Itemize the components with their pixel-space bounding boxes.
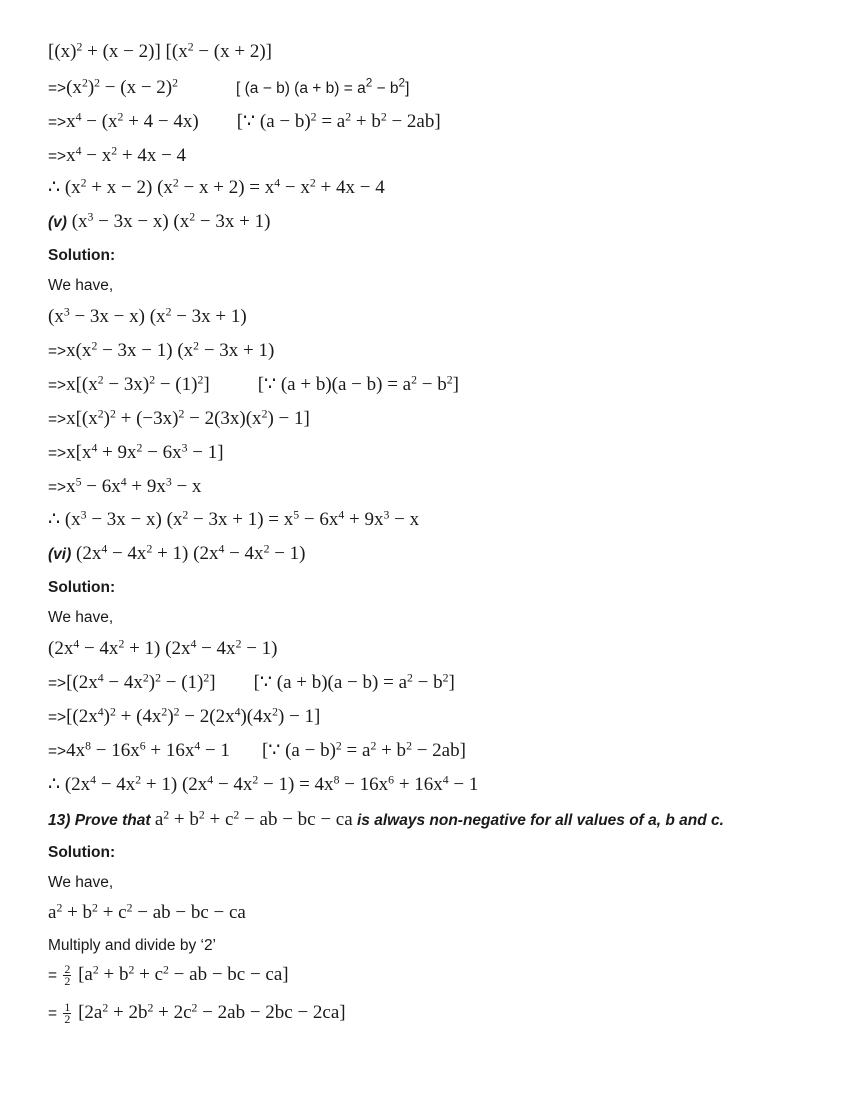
math-text: [a [73, 964, 93, 985]
math-line-24 [48, 808, 830, 833]
superscript: 2 [126, 901, 133, 915]
math-text: − 3x + 1) = x [188, 509, 294, 530]
math-text: − 4x [103, 672, 143, 693]
math-text: + 9x [344, 509, 384, 530]
math-text: [∵ (a + b)(a − b) = a [257, 374, 412, 395]
math-text: − 2ab − 2bc − 2ca] [197, 1002, 346, 1023]
solution-heading: Solution: [48, 579, 116, 596]
math-line-16 [48, 542, 830, 567]
math-text: ) [87, 77, 95, 98]
superscript: 4 [75, 144, 82, 158]
math-text: − 3x + 1) [195, 211, 271, 232]
math-line-19 [48, 637, 830, 661]
math-text: − (1) [160, 672, 204, 693]
superscript: 2 [161, 705, 168, 719]
math-text: − 1) [269, 543, 306, 564]
math-text: − b [412, 672, 443, 693]
math-text: − 4x [213, 774, 253, 795]
superscript: 4 [207, 773, 214, 787]
math-text: + 2b [108, 1002, 148, 1023]
math-text: ] [203, 374, 210, 395]
superscript: 2 [235, 637, 242, 651]
math-line-20 [48, 671, 830, 696]
label-text: => [48, 114, 67, 131]
superscript: 2 [173, 705, 180, 719]
math-text: a [48, 902, 57, 923]
math-text: − 4x [107, 543, 147, 564]
math-text: + (x − 2)] [(x [82, 41, 188, 62]
math-line-1 [48, 40, 830, 64]
math-text: + 16x [145, 740, 195, 761]
solution-heading: Solution: [48, 844, 116, 861]
math-line-4 [48, 144, 830, 169]
superscript: 2 [56, 901, 63, 915]
math-text: [∵ (a + b)(a − b) = a [253, 672, 407, 693]
math-text: − 3x − 1) (x [97, 340, 194, 361]
superscript: 2 [97, 373, 104, 387]
superscript: 2 [142, 671, 149, 685]
math-text: − (1) [155, 374, 198, 395]
superscript: 3 [63, 305, 70, 319]
math-line-27 [48, 901, 830, 925]
math-text: + 1) (2x [141, 774, 208, 795]
solution-heading: Solution: [48, 247, 116, 264]
math-text: − ab − bc − ca [132, 902, 246, 923]
math-text: − 6x [142, 442, 182, 463]
math-text: x[(x [66, 374, 98, 395]
math-text: + (−3x) [115, 408, 179, 429]
math-text: + b [376, 740, 407, 761]
math-text: − b [417, 374, 447, 395]
superscript: 2 [109, 407, 116, 421]
math-text: − x [280, 177, 310, 198]
superscript: 2 [149, 373, 156, 387]
math-line-18 [48, 605, 830, 630]
math-text: + 4x − 4 [315, 177, 385, 198]
math-text: + b [169, 809, 199, 830]
math-text: ) [167, 706, 174, 727]
math-text: − 3x − x) (x [93, 211, 190, 232]
math-text: − ab − bc − ca] [168, 964, 289, 985]
math-text: + 1) (2x [152, 543, 219, 564]
superscript: 2 [193, 339, 200, 353]
label-text: = [48, 967, 62, 984]
math-text: − 2(3x)(x [184, 408, 262, 429]
label-text: We have, [48, 874, 114, 891]
question-label: is always non-negative for all values of a, b and c. [352, 812, 724, 829]
superscript: 2 [111, 144, 118, 158]
math-text: x [66, 111, 76, 132]
math-text: [(2x [66, 672, 98, 693]
superscript: 6 [139, 739, 146, 753]
superscript: 2 [380, 110, 387, 124]
math-text: x(x [66, 340, 92, 361]
math-line-3 [48, 110, 830, 135]
math-line-5 [48, 176, 830, 200]
superscript: 2 [128, 963, 135, 977]
fraction-numerator: 1 [64, 1000, 71, 1015]
superscript: 2 [187, 40, 194, 54]
math-line-7 [48, 243, 830, 268]
superscript: 4 [75, 110, 82, 124]
math-text: ∴ (x [48, 177, 81, 198]
math-text: − (x [81, 111, 118, 132]
math-line-29 [48, 963, 830, 988]
superscript: 2 [365, 76, 373, 90]
superscript: 2 [345, 110, 352, 124]
math-line-10 [48, 339, 830, 364]
superscript: 2 [198, 808, 205, 822]
math-text: )(4x [240, 706, 273, 727]
math-line-28 [48, 933, 830, 958]
math-text: + 9x [126, 476, 166, 497]
superscript: 4 [101, 542, 108, 556]
superscript: 3 [87, 210, 94, 224]
math-text: 4x [66, 740, 86, 761]
label-text: = [48, 1005, 62, 1022]
math-text: − 3x − x) (x [69, 306, 166, 327]
math-text: + b [351, 111, 381, 132]
math-text: [∵ (a − b) [236, 111, 311, 132]
math-text: + c [134, 964, 164, 985]
label-text: Multiply and divide by ‘2’ [48, 937, 217, 954]
math-text: − (x − 2) [100, 77, 173, 98]
math-text: − 2ab] [386, 111, 441, 132]
superscript: 5 [293, 508, 300, 522]
superscript: 4 [442, 773, 449, 787]
math-text: − x [171, 476, 202, 497]
superscript: 2 [163, 963, 169, 977]
superscript: 4 [91, 441, 98, 455]
superscript: 4 [190, 637, 197, 651]
math-text: − 4x [96, 774, 136, 795]
superscript: 2 [172, 76, 179, 90]
math-text: − 6x [299, 509, 339, 530]
math-text: − x + 2) = x [178, 177, 275, 198]
math-text: − 4x [196, 638, 236, 659]
math-text: + 2c [153, 1002, 192, 1023]
fraction-denominator: 2 [64, 1012, 71, 1027]
label-text: => [48, 411, 67, 428]
superscript: 2 [97, 407, 104, 421]
math-text: ) − 1] [267, 408, 310, 429]
math-text: (2x [48, 638, 74, 659]
math-text: ] [452, 374, 459, 395]
label-text: => [48, 675, 67, 692]
superscript: 2 [406, 739, 412, 753]
superscript: 4 [90, 773, 97, 787]
math-text: = a [341, 740, 371, 761]
math-text: ] [448, 672, 455, 693]
superscript: 2 [189, 210, 196, 224]
math-line-14 [48, 475, 830, 500]
math-text: − 3x) [103, 374, 150, 395]
superscript: 8 [85, 739, 91, 753]
superscript: 4 [97, 671, 104, 685]
math-text: − x [389, 509, 420, 530]
math-line-12 [48, 407, 830, 432]
superscript: 2 [136, 441, 143, 455]
math-text: − 1] [187, 442, 224, 463]
superscript: 4 [274, 176, 281, 190]
math-text: − 3x + 1) [171, 306, 247, 327]
superscript: 2 [81, 76, 88, 90]
label-text: => [48, 743, 67, 760]
math-line-17 [48, 575, 830, 600]
math-text: − 16x [339, 774, 389, 795]
superscript: 2 [197, 373, 204, 387]
label-text: We have, [48, 609, 114, 626]
superscript: 8 [333, 773, 340, 787]
math-text: [∵ (a − b) [261, 740, 336, 761]
math-line-8 [48, 273, 830, 298]
label-text: => [48, 445, 67, 462]
superscript: 2 [407, 671, 413, 685]
math-text: ] [209, 672, 216, 693]
fraction [63, 964, 71, 987]
superscript: 2 [172, 176, 179, 190]
math-text: − 1) = 4x [258, 774, 334, 795]
math-text: + b [98, 964, 129, 985]
math-text: − 3x + 1) [199, 340, 275, 361]
superscript: 2 [102, 1001, 109, 1015]
superscript: 2 [146, 542, 153, 556]
math-text: ) [103, 706, 110, 727]
superscript: 2 [182, 508, 189, 522]
superscript: 2 [309, 176, 316, 190]
math-line-21 [48, 705, 830, 730]
superscript: 2 [109, 705, 116, 719]
math-text: + b [62, 902, 93, 923]
superscript: 2 [272, 705, 279, 719]
superscript: 2 [91, 339, 98, 353]
math-text: − 1 [200, 740, 230, 761]
math-text: (x [48, 306, 64, 327]
math-text: ) − 1] [278, 706, 321, 727]
math-text: − 6x [81, 476, 121, 497]
math-text: ) [148, 672, 156, 693]
math-line-30 [48, 1001, 830, 1026]
math-line-25 [48, 840, 830, 865]
superscript: 2 [203, 671, 210, 685]
superscript: 3 [383, 508, 390, 522]
superscript: 2 [442, 671, 449, 685]
superscript: 2 [398, 76, 406, 90]
superscript: 4 [234, 705, 241, 719]
math-text: − 2ab] [411, 740, 466, 761]
superscript: 6 [388, 773, 395, 787]
math-text: = a [316, 111, 346, 132]
superscript: 2 [370, 739, 377, 753]
fraction-denominator: 2 [64, 974, 71, 989]
question-label: 13) Prove that [48, 812, 155, 829]
label-text: [ (a − b) (a + b) = a [236, 80, 366, 97]
label-text: => [48, 709, 67, 726]
math-text: + (4x [115, 706, 162, 727]
math-text: − x [81, 145, 112, 166]
superscript: 2 [117, 110, 124, 124]
math-text: + 4x − 4 [117, 145, 187, 166]
superscript: 2 [94, 76, 101, 90]
math-text: ∴ (x [48, 509, 81, 530]
math-line-22 [48, 739, 830, 764]
math-text: + 4 − 4x) [123, 111, 199, 132]
label-text: => [48, 80, 67, 97]
superscript: 4 [194, 739, 201, 753]
math-text: + c [204, 809, 234, 830]
superscript: 2 [335, 739, 342, 753]
math-text: (2x [71, 543, 102, 564]
math-text: [(2x [66, 706, 98, 727]
math-line-15 [48, 508, 830, 532]
label-text: − b [372, 80, 399, 97]
math-text: − 4x [79, 638, 119, 659]
superscript: 2 [155, 671, 161, 685]
superscript: 2 [92, 963, 99, 977]
superscript: 2 [233, 808, 240, 822]
superscript: 2 [80, 176, 87, 190]
math-text: − 16x [91, 740, 140, 761]
superscript: 2 [118, 637, 125, 651]
label-text: => [48, 148, 67, 165]
label-text: ] [405, 80, 410, 97]
superscript: 2 [163, 808, 170, 822]
math-text: x[(x [66, 408, 98, 429]
label-text: => [48, 479, 67, 496]
math-line-2 [48, 76, 830, 101]
math-text: − 2(2x [179, 706, 235, 727]
superscript: 2 [252, 773, 259, 787]
label-text: => [48, 343, 67, 360]
math-line-6 [48, 210, 830, 235]
superscript: 2 [263, 542, 270, 556]
math-text: (x [66, 77, 82, 98]
superscript: 2 [165, 305, 172, 319]
math-text: x [66, 145, 76, 166]
math-text: − 1) [241, 638, 278, 659]
superscript: 4 [120, 475, 127, 489]
math-line-11 [48, 373, 830, 398]
math-text: [2a [73, 1002, 103, 1023]
superscript: 4 [73, 637, 80, 651]
math-text: ) [103, 408, 110, 429]
superscript: 4 [97, 705, 104, 719]
math-text: [(x) [48, 41, 77, 62]
math-text: − 1 [448, 774, 479, 795]
label-text: => [48, 377, 67, 394]
superscript: 2 [76, 40, 83, 54]
fraction [63, 1002, 71, 1025]
math-text: a [154, 809, 164, 830]
math-text: + c [97, 902, 127, 923]
question-label: (v) [48, 214, 67, 231]
fraction-numerator: 2 [64, 962, 71, 977]
superscript: 3 [80, 508, 87, 522]
label-text: We have, [48, 277, 114, 294]
math-text: − 3x − x) (x [86, 509, 183, 530]
superscript: 2 [135, 773, 142, 787]
math-text: + 1) (2x [124, 638, 191, 659]
superscript: 2 [178, 407, 185, 421]
superscript: 3 [181, 441, 188, 455]
question-label: (vi) [48, 546, 72, 563]
math-text: − ab − bc − ca [239, 809, 353, 830]
math-text: x [66, 476, 76, 497]
superscript: 2 [411, 373, 417, 387]
superscript: 3 [165, 475, 172, 489]
superscript: 4 [218, 542, 225, 556]
math-text: + 9x [97, 442, 137, 463]
superscript: 2 [310, 110, 317, 124]
math-text: x[x [66, 442, 92, 463]
math-line-23 [48, 773, 830, 797]
math-text: + 16x [394, 774, 443, 795]
math-line-9 [48, 305, 830, 329]
superscript: 2 [92, 901, 98, 915]
math-line-26 [48, 870, 830, 895]
math-line-13 [48, 441, 830, 466]
superscript: 2 [446, 373, 453, 387]
math-text: − 4x [224, 543, 264, 564]
superscript: 2 [191, 1001, 198, 1015]
math-text: + x − 2) (x [86, 177, 173, 198]
math-text: ∴ (2x [48, 774, 91, 795]
superscript: 4 [338, 508, 345, 522]
superscript: 2 [261, 407, 268, 421]
math-text: (x [66, 211, 88, 232]
superscript: 2 [147, 1001, 154, 1015]
math-text: − (x + 2)] [193, 41, 273, 62]
superscript: 5 [75, 475, 82, 489]
